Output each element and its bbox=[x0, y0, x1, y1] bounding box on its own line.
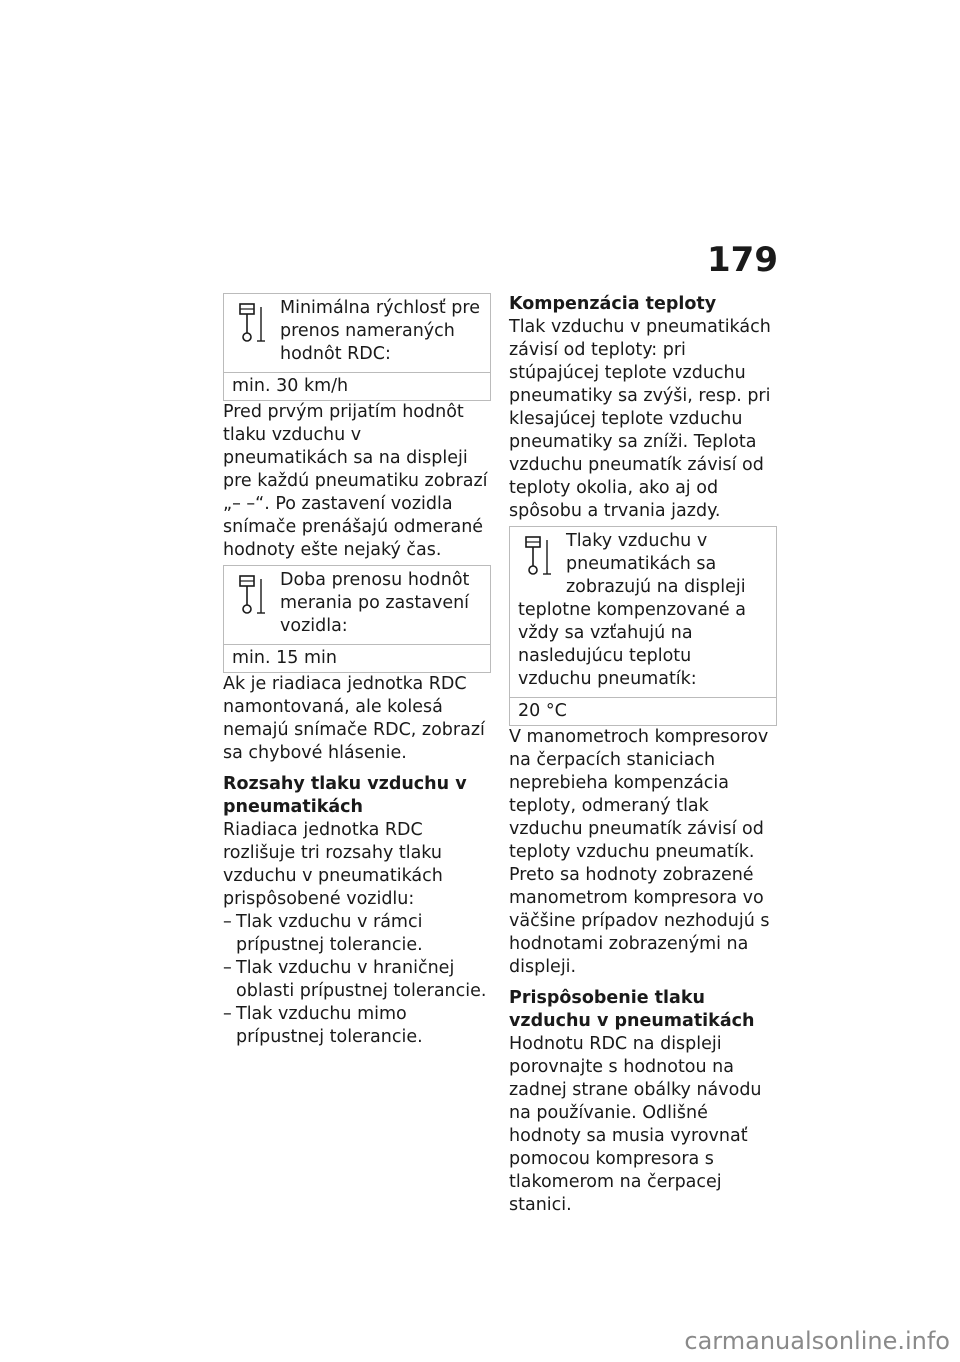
section-heading: Prispôsobenie tlaku vzduchu v pneumatikách bbox=[509, 988, 755, 1031]
tire-pressure-icon bbox=[522, 534, 556, 580]
box-value: min. 15 min bbox=[224, 644, 490, 672]
box-value: 20 °C bbox=[510, 697, 776, 725]
left-column bbox=[223, 293, 491, 1049]
paragraph: Pred prvým prijatím hodnôt tlaku vzduchu v pneumatikách sa na displeji pre každú pneumatiku zobrazí „– –“. Po zastavení vozidla snímače prenášajú odmerané hodnoty ešte nejaký čas. bbox=[223, 402, 488, 560]
paragraph: Riadiaca jednotka RDC rozlišuje tri rozsahy tlaku vzduchu v pneumatikách prispôsobené vozidlu: bbox=[223, 820, 443, 909]
box-value: min. 30 km/h bbox=[224, 372, 490, 400]
tire-pressure-icon bbox=[236, 301, 270, 347]
box-text: Tlaky vzduchu v pneumatikách sa zobrazujú na displeji teplotne kompenzované a vždy sa vzťahujú na nasledujúcu teplotu vzduchu pneumatík: bbox=[518, 531, 746, 689]
section-heading: Rozsahy tlaku vzduchu v pneumatikách bbox=[223, 774, 467, 817]
box-text: Minimálna rýchlosť pre prenos nameraných hodnôt RDC: bbox=[280, 298, 480, 364]
box-text: Doba prenosu hodnôt merania po zastavení vozidla: bbox=[280, 570, 470, 636]
paragraph: V manometroch kompresorov na čerpacích staniciach neprebieha kompenzácia teploty, odmeraný tlak vzduchu pneumatík závisí od teploty vzduchu pneumatík. Preto sa hodnoty zobrazené manometrom kompresora vo väčšine prípadov nezhodujú s hodnotami zobrazenými na displeji. bbox=[509, 727, 770, 977]
right-column bbox=[509, 293, 777, 1217]
spec-box-min-speed bbox=[223, 293, 491, 401]
paragraph: Hodnotu RDC na displeji porovnajte s hodnotou na zadnej strane obálky návodu na používanie. Odlišné hodnoty sa musia vyrovnať pomocou kompresora s tlakomerom na čerpacej stanici. bbox=[509, 1034, 762, 1215]
range-list bbox=[223, 911, 491, 1049]
section-heading: Kompenzácia teploty bbox=[509, 294, 717, 314]
list-item: – Tlak vzduchu v rámci prípustnej tolerancie. bbox=[223, 911, 491, 957]
spec-box-reference-temperature bbox=[509, 526, 777, 726]
list-item: – Tlak vzduchu v hraničnej oblasti prípustnej tolerancie. bbox=[223, 957, 491, 1003]
tire-pressure-icon bbox=[236, 573, 270, 619]
paragraph: Tlak vzduchu v pneumatikách závisí od teploty: pri stúpajúcej teplote vzduchu pneumatiky sa zvýši, resp. pri klesajúcej teplote vzduchu pneumatiky sa zníži. Teplota vzduchu pneumatík závisí od teploty okolia, ako aj od spôsobu a trvania jazdy. bbox=[509, 317, 771, 521]
page-number: 179 bbox=[707, 240, 778, 280]
watermark: carmanualsonline.info bbox=[684, 1327, 950, 1355]
paragraph: Ak je riadiaca jednotka RDC namontovaná, ale kolesá nemajú snímače RDC, zobrazí sa chybové hlásenie. bbox=[223, 674, 485, 763]
list-item: – Tlak vzduchu mimo prípustnej tolerancie. bbox=[223, 1003, 491, 1049]
spec-box-transmission-time bbox=[223, 565, 491, 673]
